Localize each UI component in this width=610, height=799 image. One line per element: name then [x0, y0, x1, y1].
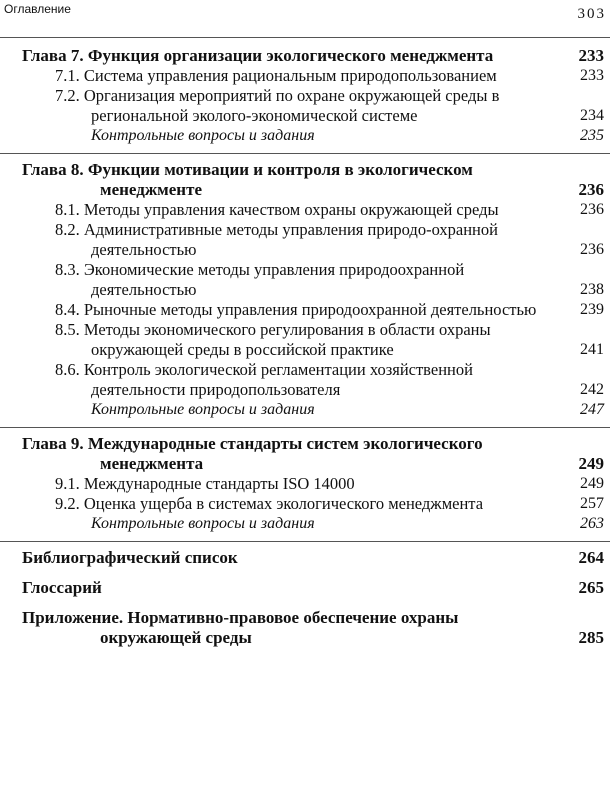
- toc-section-9-1[interactable]: [55, 474, 604, 494]
- toc-entry-title: Глоссарий: [22, 578, 102, 597]
- toc-entry-page: 233: [578, 46, 604, 65]
- header-rule: [0, 37, 610, 38]
- toc-entry-page: 236: [580, 241, 604, 258]
- toc-entry-page: 263: [580, 515, 604, 532]
- toc-chapter-7[interactable]: [22, 46, 604, 66]
- toc-entry-page: 265: [578, 578, 604, 597]
- toc-entry-page: 249: [580, 475, 604, 492]
- table-of-contents: [22, 46, 604, 648]
- toc-section-7-2[interactable]: [55, 86, 604, 126]
- toc-entry-page: 242: [580, 381, 604, 398]
- toc-questions-7[interactable]: [91, 126, 604, 146]
- toc-glossary[interactable]: [22, 578, 604, 598]
- toc-entry-page: 241: [580, 341, 604, 358]
- toc-entry-page: 234: [580, 107, 604, 124]
- spacer: [22, 598, 604, 608]
- toc-section-7-1[interactable]: [55, 66, 604, 86]
- toc-entry-title: 9.2. Оценка ущерба в системах экологического менеджмента: [55, 494, 484, 513]
- toc-entry-page: 239: [580, 301, 604, 318]
- toc-bibliography[interactable]: [22, 548, 604, 568]
- toc-entry-page: 235: [580, 127, 604, 144]
- toc-entry-title: Контрольные вопросы и задания: [91, 401, 315, 418]
- toc-entry-title: Глава 8. Функции мотивации и контроля в экологическом менеджменте: [22, 160, 473, 199]
- toc-entry-page: 236: [580, 201, 604, 218]
- chapter-divider: [0, 427, 610, 428]
- toc-entry-page: 238: [580, 281, 604, 298]
- chapter-divider: [0, 541, 610, 542]
- toc-entry-title: 9.1. Международные стандарты ISO 14000: [55, 474, 355, 493]
- toc-entry-title: 7.1. Система управления рациональным природопользованием: [55, 66, 497, 85]
- toc-entry-page: 257: [580, 495, 604, 512]
- toc-chapter-9[interactable]: [22, 434, 604, 474]
- toc-entry-title: Глава 9. Международные стандарты систем экологического менеджмента: [22, 434, 483, 473]
- toc-entry-page: 233: [580, 67, 604, 84]
- toc-entry-title: Библиографический список: [22, 548, 238, 567]
- toc-section-8-6[interactable]: [55, 360, 604, 400]
- toc-entry-title: 8.4. Рыночные методы управления природоохранной деятельностью: [55, 300, 537, 319]
- toc-section-8-3[interactable]: [55, 260, 604, 300]
- toc-entry-page: 264: [578, 548, 604, 567]
- toc-entry-title: Глава 7. Функция организации экологического менеджмента: [22, 46, 494, 65]
- toc-entry-title: Приложение. Нормативно-правовое обеспечение охраны окружающей среды: [22, 608, 459, 647]
- toc-chapter-8[interactable]: [22, 160, 604, 200]
- toc-questions-9[interactable]: [91, 514, 604, 534]
- running-head: Оглавление: [4, 2, 71, 16]
- toc-entry-page: 236: [578, 180, 604, 199]
- chapter-divider: [0, 153, 610, 154]
- toc-section-8-2[interactable]: [55, 220, 604, 260]
- toc-questions-8[interactable]: [91, 400, 604, 420]
- toc-entry-title: 8.5. Методы экономического регулирования в области охраны окружающей среды в российской практике: [55, 320, 491, 359]
- toc-entry-page: 247: [580, 401, 604, 418]
- toc-entry-title: 8.1. Методы управления качеством охраны окружающей среды: [55, 200, 499, 219]
- toc-entry-title: Контрольные вопросы и задания: [91, 127, 315, 144]
- toc-entry-page: 285: [578, 628, 604, 647]
- toc-entry-title: 8.6. Контроль экологической регламентации хозяйственной деятельности природопользователя: [55, 360, 473, 399]
- toc-appendix[interactable]: [22, 608, 604, 648]
- toc-section-8-4[interactable]: [55, 300, 604, 320]
- toc-entry-title: 7.2. Организация мероприятий по охране окружающей среды в региональной эколого-экономической системе: [55, 86, 500, 125]
- toc-entry-page: 249: [578, 454, 604, 473]
- toc-section-8-1[interactable]: [55, 200, 604, 220]
- spacer: [22, 568, 604, 578]
- toc-entry-title: 8.3. Экономические методы управления природоохранной деятельностью: [55, 260, 465, 299]
- toc-entry-title: Контрольные вопросы и задания: [91, 515, 315, 532]
- toc-section-9-2[interactable]: [55, 494, 604, 514]
- page-number: 303: [577, 6, 606, 22]
- toc-section-8-5[interactable]: [55, 320, 604, 360]
- toc-entry-title: 8.2. Административные методы управления природо-охранной деятельностью: [55, 220, 498, 259]
